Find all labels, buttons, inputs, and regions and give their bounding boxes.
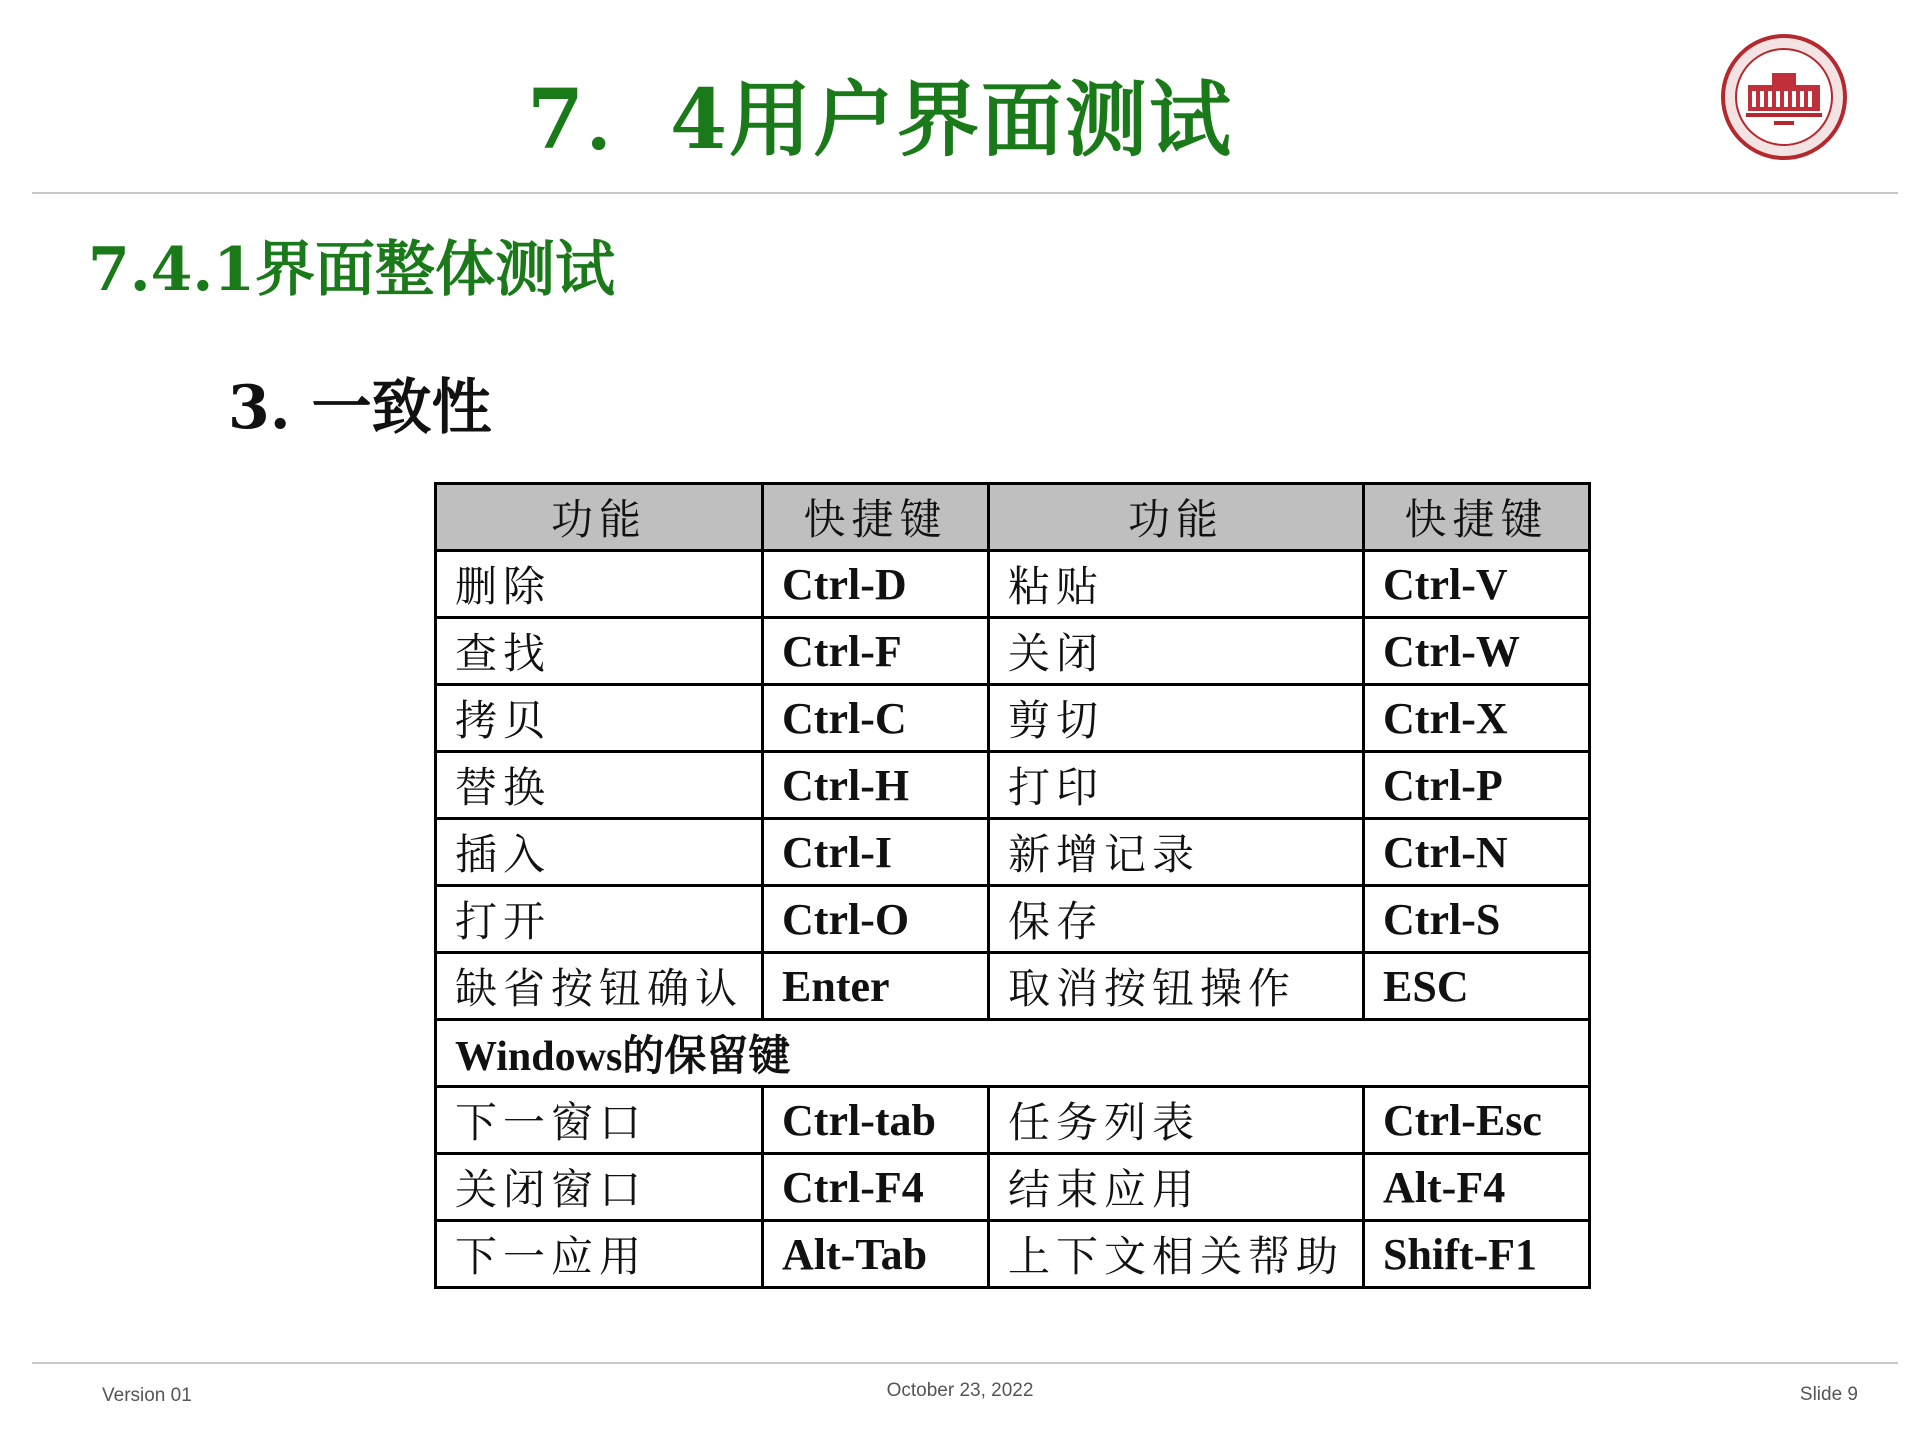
section-title: 7.4.1界面整体测试 <box>88 235 616 305</box>
header-divider <box>32 192 1898 194</box>
table-row <box>436 618 1590 685</box>
shortcut-cell: Ctrl-I <box>763 819 989 886</box>
shortcut-cell: Ctrl-O <box>763 886 989 953</box>
table-row <box>436 551 1590 618</box>
function-cell: 替换 <box>436 752 763 819</box>
header-cell: 快捷键 <box>1364 484 1590 551</box>
function-cell: 结束应用 <box>989 1154 1364 1221</box>
function-cell: 插入 <box>436 819 763 886</box>
function-cell: 任务列表 <box>989 1087 1364 1154</box>
function-cell: 关闭 <box>989 618 1364 685</box>
table-row <box>436 1221 1590 1288</box>
table-row <box>436 1087 1590 1154</box>
shortcut-cell: Ctrl-P <box>1364 752 1590 819</box>
function-cell: 打印 <box>989 752 1364 819</box>
header-cell: 功能 <box>436 484 763 551</box>
function-cell: 剪切 <box>989 685 1364 752</box>
function-cell: 缺省按钮确认 <box>436 953 763 1020</box>
shortcut-cell: Alt-Tab <box>763 1221 989 1288</box>
footer-divider <box>32 1362 1898 1364</box>
shortcut-cell: Ctrl-H <box>763 752 989 819</box>
shortcut-cell: Ctrl-X <box>1364 685 1590 752</box>
function-cell: 打开 <box>436 886 763 953</box>
function-cell: 查找 <box>436 618 763 685</box>
footer-version: Version 01 <box>102 1385 192 1406</box>
table-row <box>436 886 1590 953</box>
table-row <box>436 953 1590 1020</box>
function-cell: 删除 <box>436 551 763 618</box>
shortcut-cell: Ctrl-Esc <box>1364 1087 1590 1154</box>
function-cell: 关闭窗口 <box>436 1154 763 1221</box>
function-cell: 新增记录 <box>989 819 1364 886</box>
table-header-row <box>436 484 1590 551</box>
slide-title: 7．4用户界面测试 <box>526 72 1234 168</box>
footer-slide-number: Slide 9 <box>1799 1384 1858 1405</box>
shortcut-cell: Ctrl-F <box>763 618 989 685</box>
function-cell: 上下文相关帮助 <box>989 1221 1364 1288</box>
shortcut-cell: Ctrl-tab <box>763 1087 989 1154</box>
shortcut-cell: Alt-F4 <box>1364 1154 1590 1221</box>
shortcut-cell: Ctrl-C <box>763 685 989 752</box>
shortcut-cell: Ctrl-F4 <box>763 1154 989 1221</box>
header-cell: 快捷键 <box>763 484 989 551</box>
table-row <box>436 685 1590 752</box>
function-cell: 下一窗口 <box>436 1087 763 1154</box>
shortcut-table <box>434 482 1591 1289</box>
function-cell: 保存 <box>989 886 1364 953</box>
table-row <box>436 1154 1590 1221</box>
table-row <box>436 819 1590 886</box>
function-cell: 粘贴 <box>989 551 1364 618</box>
footer-date: October 23, 2022 <box>886 1380 1034 1401</box>
sub-title: 3. 一致性 <box>228 373 492 443</box>
shortcut-cell: Enter <box>763 953 989 1020</box>
shortcut-cell: Shift-F1 <box>1364 1221 1590 1288</box>
shortcut-cell: Ctrl-V <box>1364 551 1590 618</box>
shortcut-cell: Ctrl-N <box>1364 819 1590 886</box>
shortcut-cell: Ctrl-W <box>1364 618 1590 685</box>
header-cell: 功能 <box>989 484 1364 551</box>
reserved-keys-heading: Windows的保留键 <box>436 1020 1590 1087</box>
table-section-row <box>436 1020 1590 1087</box>
shortcut-cell: Ctrl-D <box>763 551 989 618</box>
function-cell: 下一应用 <box>436 1221 763 1288</box>
table-row <box>436 752 1590 819</box>
shortcut-cell: ESC <box>1364 953 1590 1020</box>
university-seal-logo <box>1720 33 1848 161</box>
function-cell: 拷贝 <box>436 685 763 752</box>
function-cell: 取消按钮操作 <box>989 953 1364 1020</box>
shortcut-cell: Ctrl-S <box>1364 886 1590 953</box>
